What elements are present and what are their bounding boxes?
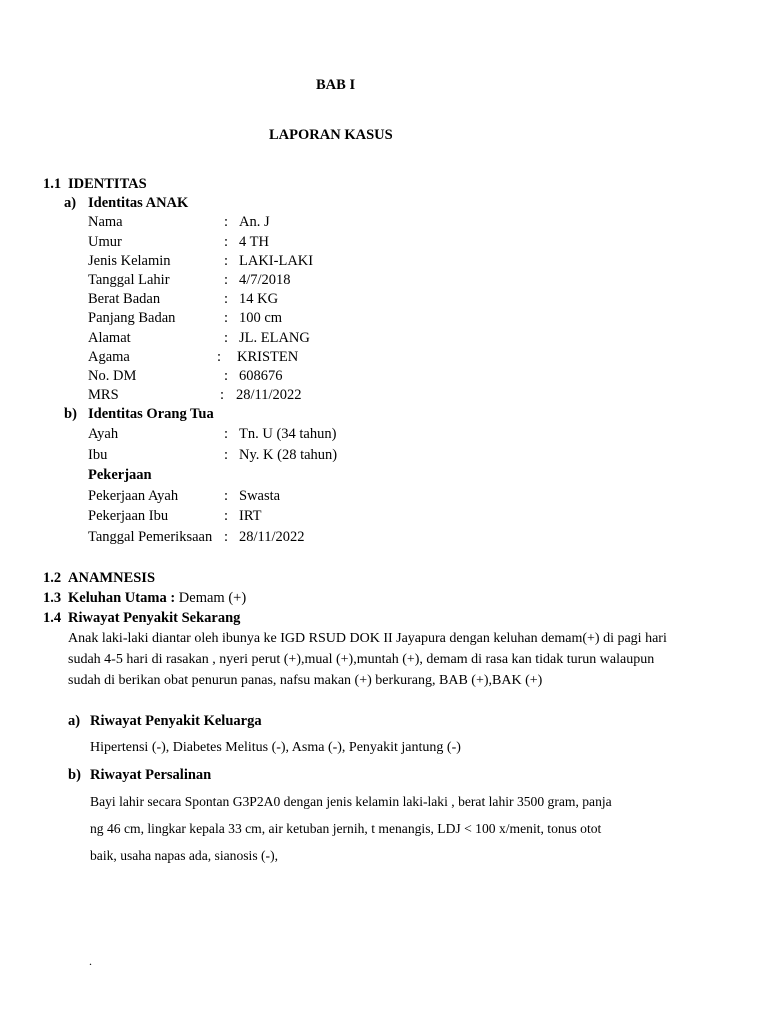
field-colon: : (224, 291, 229, 307)
section-1-4-title: Riwayat Penyakit Sekarang (68, 610, 241, 626)
field-label: Alamat (88, 330, 131, 346)
identitas-ortu-title: Identitas Orang Tua (88, 406, 214, 422)
field-colon: : (217, 349, 222, 365)
field-colon: : (224, 330, 229, 346)
field-colon: : (224, 529, 229, 545)
field-value: 608676 (239, 368, 283, 384)
field-colon: : (224, 310, 229, 326)
field-label: Panjang Badan (88, 310, 176, 326)
paragraph-line: Bayi lahir secara Spontan G3P2A0 dengan jenis kelamin laki-laki , berat lahir 3500 gram, panja (90, 794, 612, 809)
identitas-anak-marker: a) (64, 195, 77, 211)
field-colon: : (224, 234, 229, 250)
field-colon: : (224, 272, 229, 288)
section-1-3-title: Keluhan Utama (68, 590, 167, 606)
field-colon: : (224, 508, 229, 524)
field-label: Pekerjaan Ayah (88, 488, 179, 504)
field-label: Umur (88, 234, 122, 250)
footer-mark: . (89, 954, 92, 968)
field-label: Agama (88, 349, 130, 365)
paragraph-line: ng 46 cm, lingkar kepala 33 cm, air ketuban jernih, t menangis, LDJ < 100 x/menit, tonus otot (90, 821, 602, 836)
section-1-2-title: ANAMNESIS (68, 570, 156, 586)
field-value: KRISTEN (237, 349, 299, 365)
section-1-3-value: Demam (+) (175, 590, 247, 606)
field-value: Tn. U (34 tahun) (239, 426, 337, 442)
paragraph-line: sudah 4-5 hari di rasakan , nyeri perut (+),mual (+),muntah (+), demam di rasa kan tidak turun walaupun (68, 652, 655, 667)
field-value: IRT (239, 508, 262, 524)
field-label: Tanggal Lahir (88, 272, 170, 288)
paragraph-line: sudah di berikan obat penurun panas, nafsu makan (+) berkurang, BAB (+),BAK (+) (68, 673, 543, 688)
field-value: 4 TH (239, 234, 269, 250)
pekerjaan-title: Pekerjaan (88, 467, 152, 483)
paragraph-line: baik, usaha napas ada, sianosis (-), (90, 848, 278, 863)
field-colon: : (224, 368, 229, 384)
field-colon: : (224, 214, 229, 230)
field-colon: : (220, 387, 225, 403)
section-1-1-number: 1.1 (43, 176, 62, 192)
riwayat-keluarga-text: Hipertensi (-), Diabetes Melitus (-), Asma (-), Penyakit jantung (-) (90, 740, 461, 755)
riwayat-persalinan-title: Riwayat Persalinan (90, 767, 212, 783)
paragraph-line: Anak laki-laki diantar oleh ibunya ke IGD RSUD DOK II Jayapura dengan keluhan demam(+) di pagi hari (68, 631, 667, 646)
field-value: 4/7/2018 (239, 272, 291, 288)
identitas-anak-title: Identitas ANAK (88, 195, 189, 211)
field-label: Jenis Kelamin (88, 253, 171, 269)
field-value: Swasta (239, 488, 281, 504)
field-colon: : (224, 426, 229, 442)
chapter-subtitle: LAPORAN KASUS (269, 127, 393, 143)
section-1-2-number: 1.2 (43, 570, 62, 586)
field-label: Nama (88, 214, 123, 230)
field-label: Ayah (88, 426, 119, 442)
field-colon: : (224, 253, 229, 269)
field-value: LAKI-LAKI (239, 253, 314, 269)
identitas-ortu-marker: b) (64, 406, 77, 422)
section-1-3-number: 1.3 (43, 590, 62, 606)
field-colon: : (224, 447, 229, 463)
riwayat-persalinan-marker: b) (68, 767, 81, 783)
field-label: MRS (88, 387, 119, 403)
field-value: 28/11/2022 (236, 387, 302, 403)
riwayat-keluarga-title: Riwayat Penyakit Keluarga (90, 713, 262, 729)
section-1-3-colon: : (166, 590, 176, 606)
section-1-4-number: 1.4 (43, 610, 62, 626)
field-value: 28/11/2022 (239, 529, 305, 545)
field-value: 100 cm (239, 310, 283, 326)
field-value: JL. ELANG (239, 330, 310, 346)
chapter-title: BAB I (316, 77, 356, 93)
field-value: 14 KG (239, 291, 279, 307)
field-label: Tanggal Pemeriksaan (88, 529, 213, 545)
riwayat-keluarga-marker: a) (68, 713, 81, 729)
field-value: An. J (239, 214, 270, 230)
field-label: No. DM (88, 368, 137, 384)
field-label: Berat Badan (88, 291, 161, 307)
field-value: Ny. K (28 tahun) (239, 447, 338, 463)
section-1-1-title: IDENTITAS (68, 176, 147, 192)
section-1-3-line (68, 591, 246, 606)
field-label: Pekerjaan Ibu (88, 508, 169, 524)
field-colon: : (224, 488, 229, 504)
field-label: Ibu (88, 447, 108, 463)
